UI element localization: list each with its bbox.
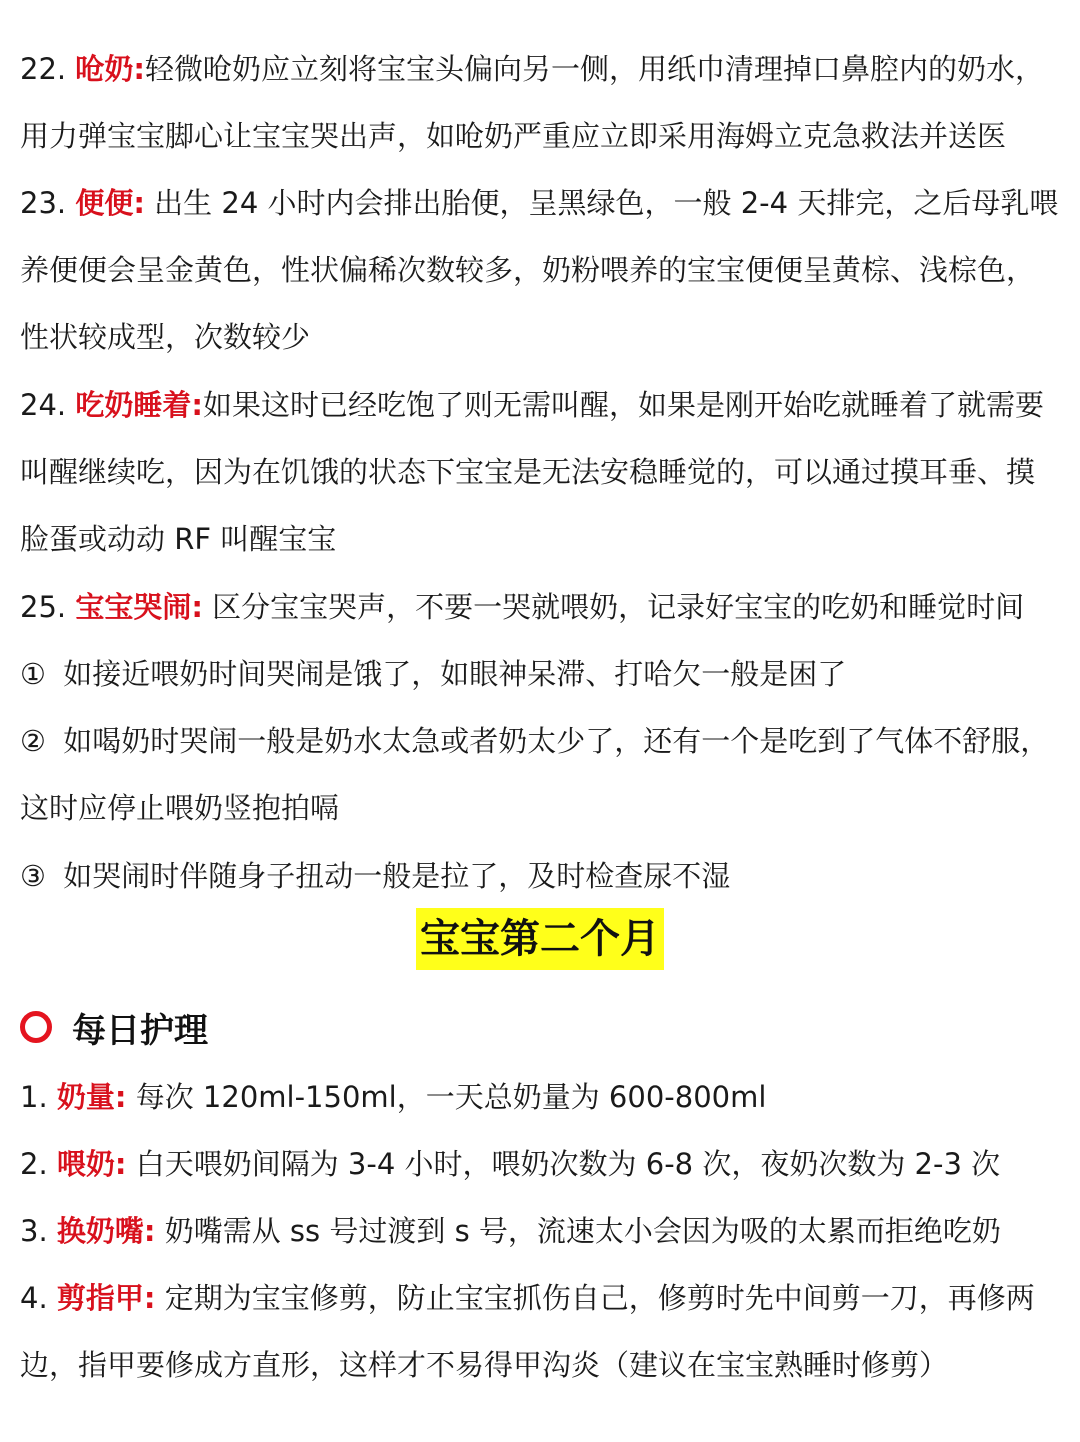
red-ring-icon xyxy=(20,1011,52,1043)
sub-item-3 xyxy=(20,843,1060,910)
item-keyword: 换奶嘴: xyxy=(56,1214,156,1248)
circled-number: ② xyxy=(20,724,46,758)
list-item-22 xyxy=(20,36,1060,170)
sub-item-1 xyxy=(20,641,1060,708)
item-text: 如果这时已经吃饱了则无需叫醒，如果是刚开始吃就睡着了就需要叫醒继续吃，因为在饥饿的状态下宝宝是无法安稳睡觉的，可以通过摸耳垂、摸脸蛋或动动 RF 叫醒宝宝 xyxy=(20,388,1044,556)
subheading xyxy=(20,1002,208,1052)
subheading-text: 每日护理 xyxy=(72,1010,208,1051)
item-keyword: 剪指甲: xyxy=(56,1281,156,1315)
sub-item-text: 如接近喂奶时间哭闹是饿了，如眼神呆滞、打哈欠一般是困了 xyxy=(63,657,847,691)
item-number: 23. xyxy=(20,186,67,220)
item-text: 白天喂奶间隔为 3-4 小时，喂奶次数为 6-8 次，夜奶次数为 2-3 次 xyxy=(135,1147,1001,1181)
item-number: 1. xyxy=(20,1080,48,1114)
item-keyword: 呛奶: xyxy=(75,52,145,86)
item-number: 24. xyxy=(20,388,67,422)
item-number: 22. xyxy=(20,52,67,86)
item-keyword: 喂奶: xyxy=(56,1147,127,1181)
item-keyword: 吃奶睡着: xyxy=(75,388,203,422)
sub-item-2 xyxy=(20,708,1060,842)
month2-item-2 xyxy=(20,1131,1060,1198)
list-item-25 xyxy=(20,574,1060,641)
item-text: 轻微呛奶应立刻将宝宝头偏向另一侧，用纸巾清理掉口鼻腔内的奶水，用力弹宝宝脚心让宝宝哭出声，如呛奶严重应立即采用海姆立克急救法并送医 xyxy=(20,52,1044,153)
item-text: 出生 24 小时内会排出胎便，呈黑绿色，一般 2-4 天排完，之后母乳喂养便便会呈金黄色，性状偏稀次数较多，奶粉喂养的宝宝便便呈黄棕、浅棕色，性状较成型，次数较少 xyxy=(20,186,1059,354)
circled-number: ③ xyxy=(20,859,46,893)
item-keyword: 奶量: xyxy=(56,1080,127,1114)
item-text: 奶嘴需从 ss 号过渡到 s 号，流速太小会因为吸的太累而拒绝吃奶 xyxy=(164,1214,1001,1248)
item-text: 区分宝宝哭声，不要一哭就喂奶，记录好宝宝的吃奶和睡觉时间 xyxy=(212,590,1025,624)
month2-item-3 xyxy=(20,1198,1060,1265)
list-item-24 xyxy=(20,372,1060,573)
circled-number: ① xyxy=(20,657,46,691)
month2-item-4 xyxy=(20,1265,1060,1399)
sub-item-text: 如喝奶时哭闹一般是奶水太急或者奶太少了，还有一个是吃到了气体不舒服，这时应停止喂奶竖抱拍嗝 xyxy=(20,724,1050,825)
section-title-container xyxy=(0,908,1080,970)
item-number: 25. xyxy=(20,590,67,624)
item-keyword: 便便: xyxy=(75,186,145,220)
item-keyword: 宝宝哭闹: xyxy=(75,590,203,624)
sub-item-text: 如哭闹时伴随身子扭动一般是拉了，及时检查尿不湿 xyxy=(63,859,731,893)
item-text: 每次 120ml-150ml，一天总奶量为 600-800ml xyxy=(135,1080,767,1114)
list-item-23 xyxy=(20,170,1060,371)
item-text: 定期为宝宝修剪，防止宝宝抓伤自己，修剪时先中间剪一刀，再修两边，指甲要修成方直形，这样才不易得甲沟炎（建议在宝宝熟睡时修剪） xyxy=(20,1281,1035,1382)
month2-item-1 xyxy=(20,1064,1060,1131)
item-number: 4. xyxy=(20,1281,48,1315)
section-title: 宝宝第二个月 xyxy=(416,908,664,970)
item-number: 2. xyxy=(20,1147,48,1181)
item-number: 3. xyxy=(20,1214,48,1248)
